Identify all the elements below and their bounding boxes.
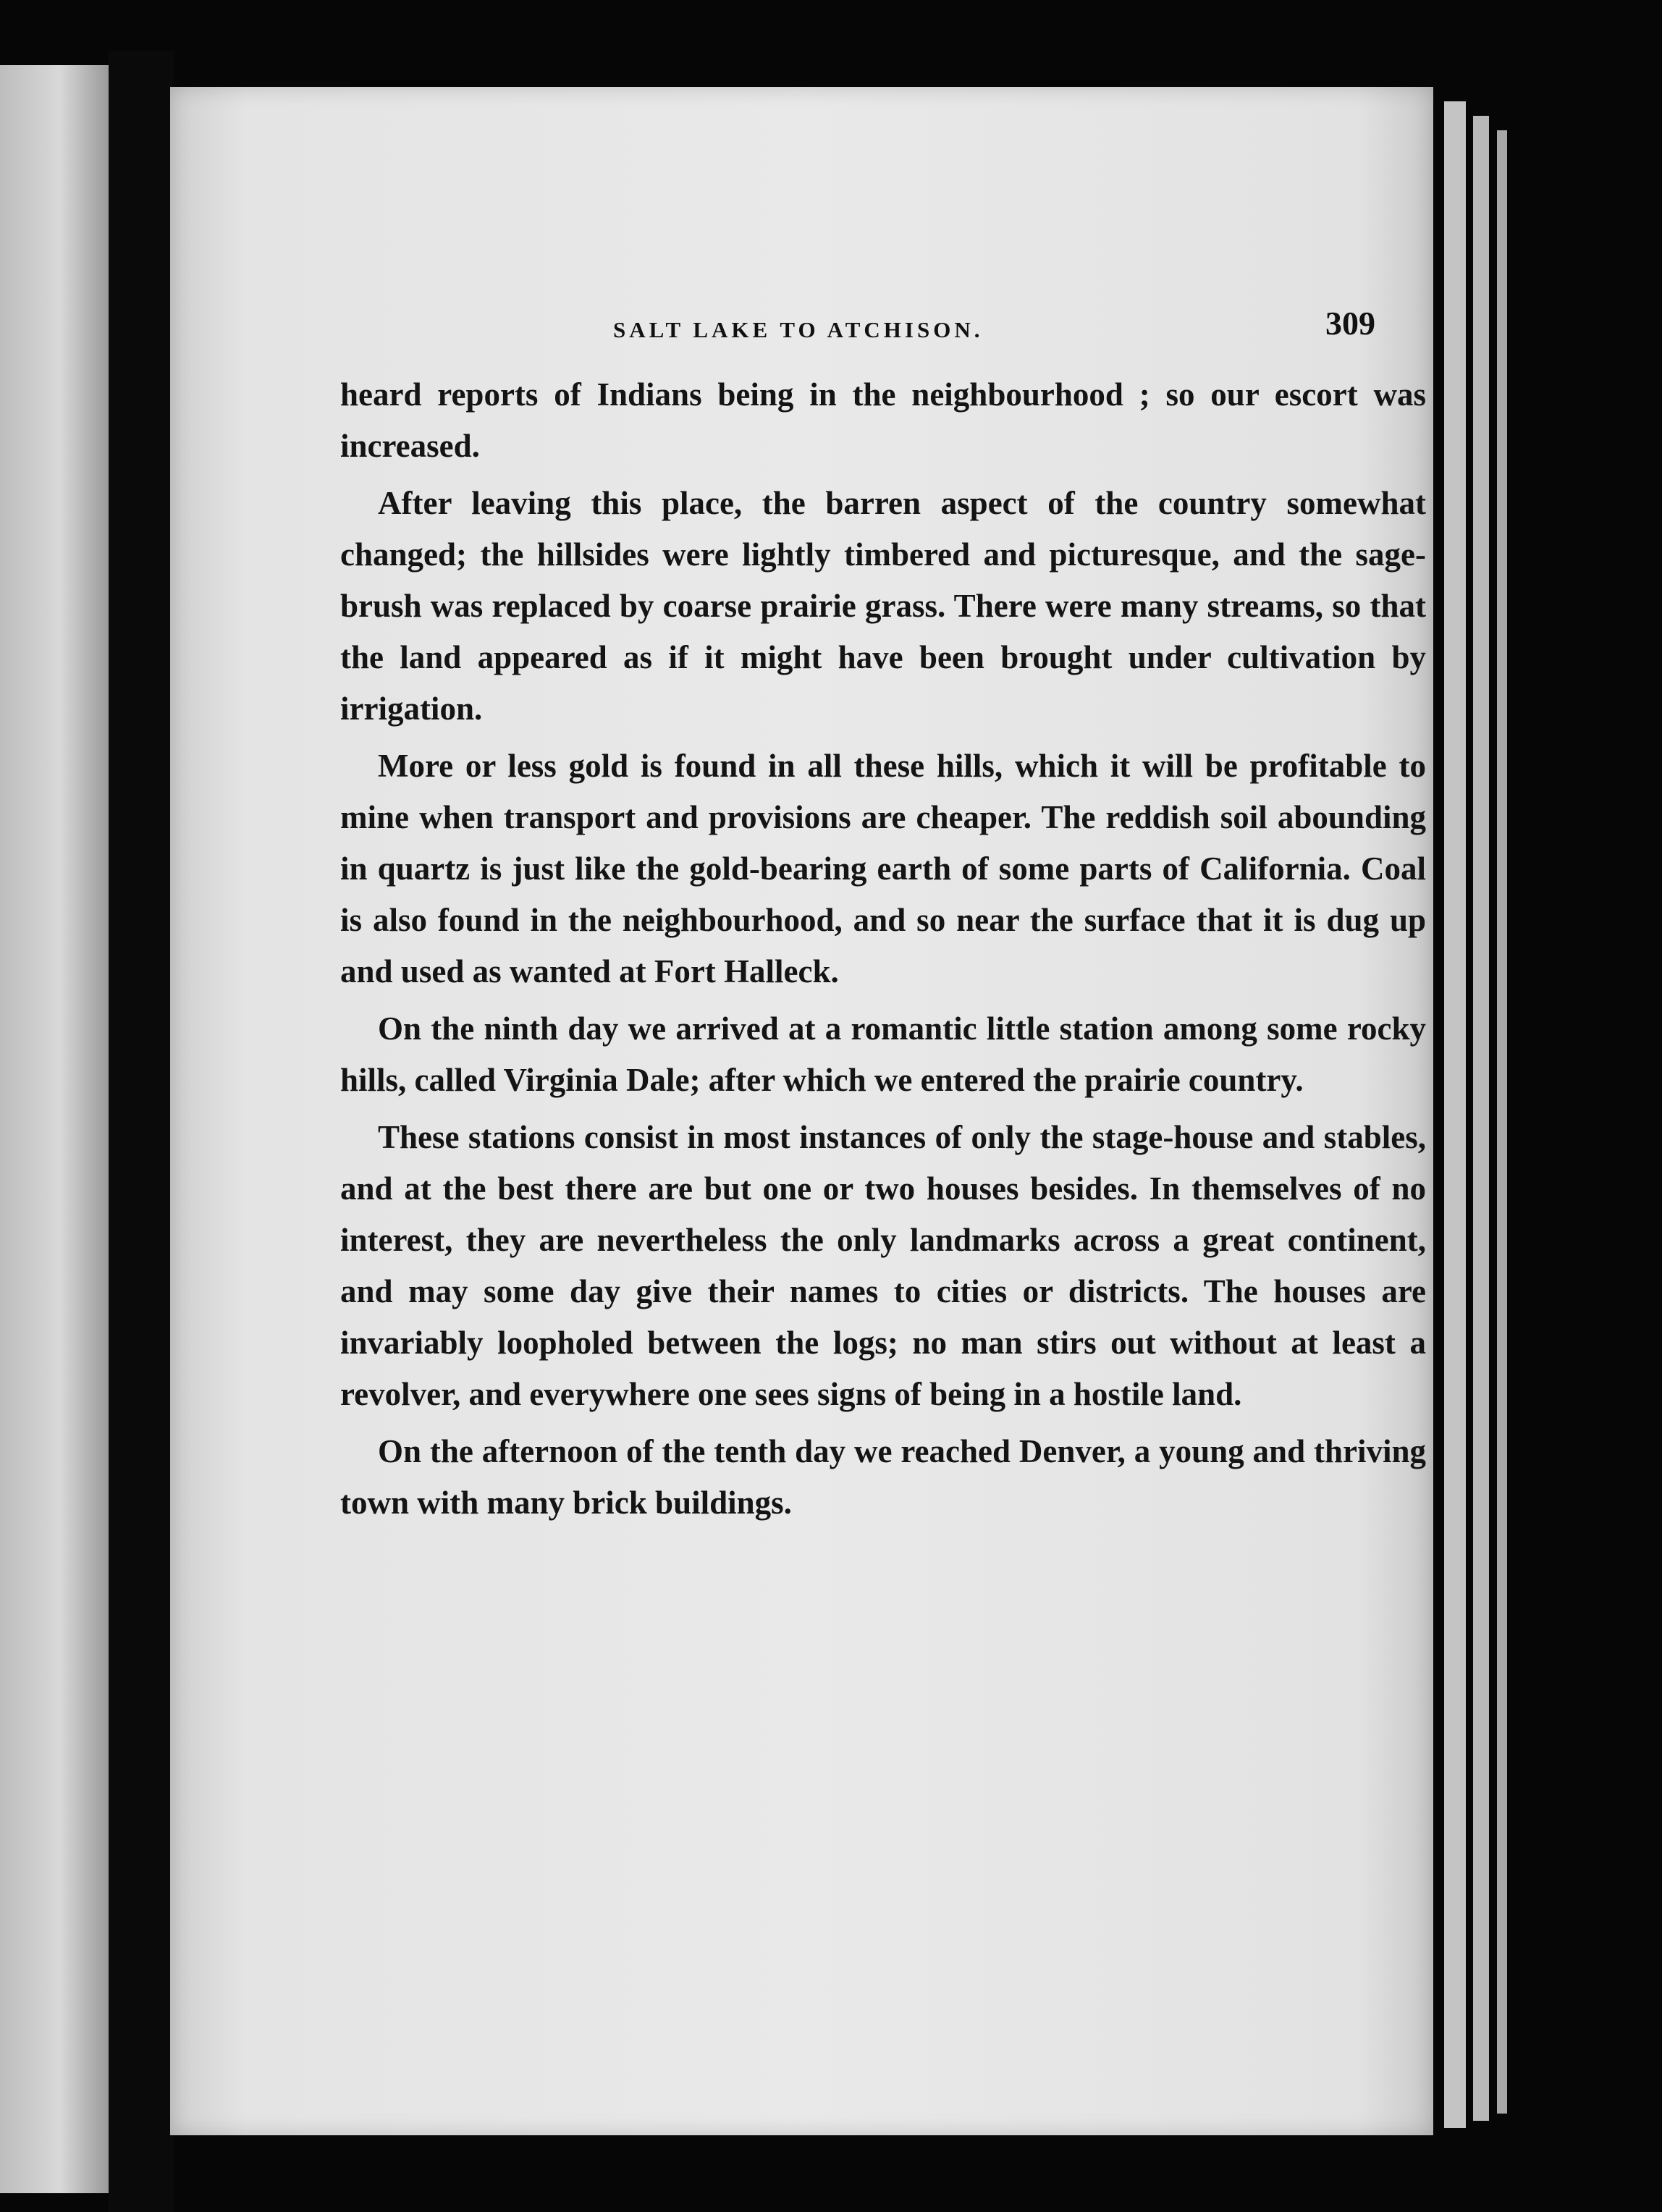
paragraph: On the ninth day we arrived at a romantic little station among some rocky hills, called Virginia Dale; after which we entered the prairie country. [340, 1010, 1426, 1098]
paragraph: On the afternoon of the tenth day we reached Denver, a young and thriving town with many brick buildings. [340, 1433, 1426, 1521]
running-title: SALT LAKE TO ATCHISON. [613, 317, 984, 342]
facing-page-edge [0, 65, 109, 2193]
body-text [340, 369, 1426, 1529]
page-stack-edge [1497, 130, 1507, 2114]
page-stack-edge [1473, 116, 1489, 2121]
book-page [170, 87, 1433, 2135]
paragraph-continued: heard reports of Indians being in the neighbourhood ; so our escort was increased. [340, 376, 1426, 464]
paragraph: After leaving this place, the barren aspect of the country somewhat changed; the hillsides were lightly timbered and picturesque, and the sage-brush was replaced by coarse prairie grass. There were many streams, so that the land appeared as if it might have been brought under cultivation by irrigation. [340, 485, 1426, 727]
paragraph: More or less gold is found in all these hills, which it will be profitable to mine when transport and provisions are cheaper. The reddish soil abounding in quartz is just like the gold-bearing earth of some parts of California. Coal is also found in the neighbourhood, and so near the surface that it is dug up and used as wanted at Fort Halleck. [340, 748, 1426, 989]
paragraph: These stations consist in most instances of only the stage-house and stables, and at the best there are but one or two houses besides. In themselves of no interest, they are nevertheless the only landmarks across a great continent, and may some day give their names to cities or districts. The houses are invariably loopholed between the logs; no man stirs out without at least a revolver, and everywhere one sees signs of being in a hostile land. [340, 1119, 1426, 1412]
page-stack-edge [1444, 101, 1466, 2128]
binding-gutter [109, 51, 174, 2212]
running-head [170, 304, 1433, 347]
page-number: 309 [1325, 305, 1375, 342]
